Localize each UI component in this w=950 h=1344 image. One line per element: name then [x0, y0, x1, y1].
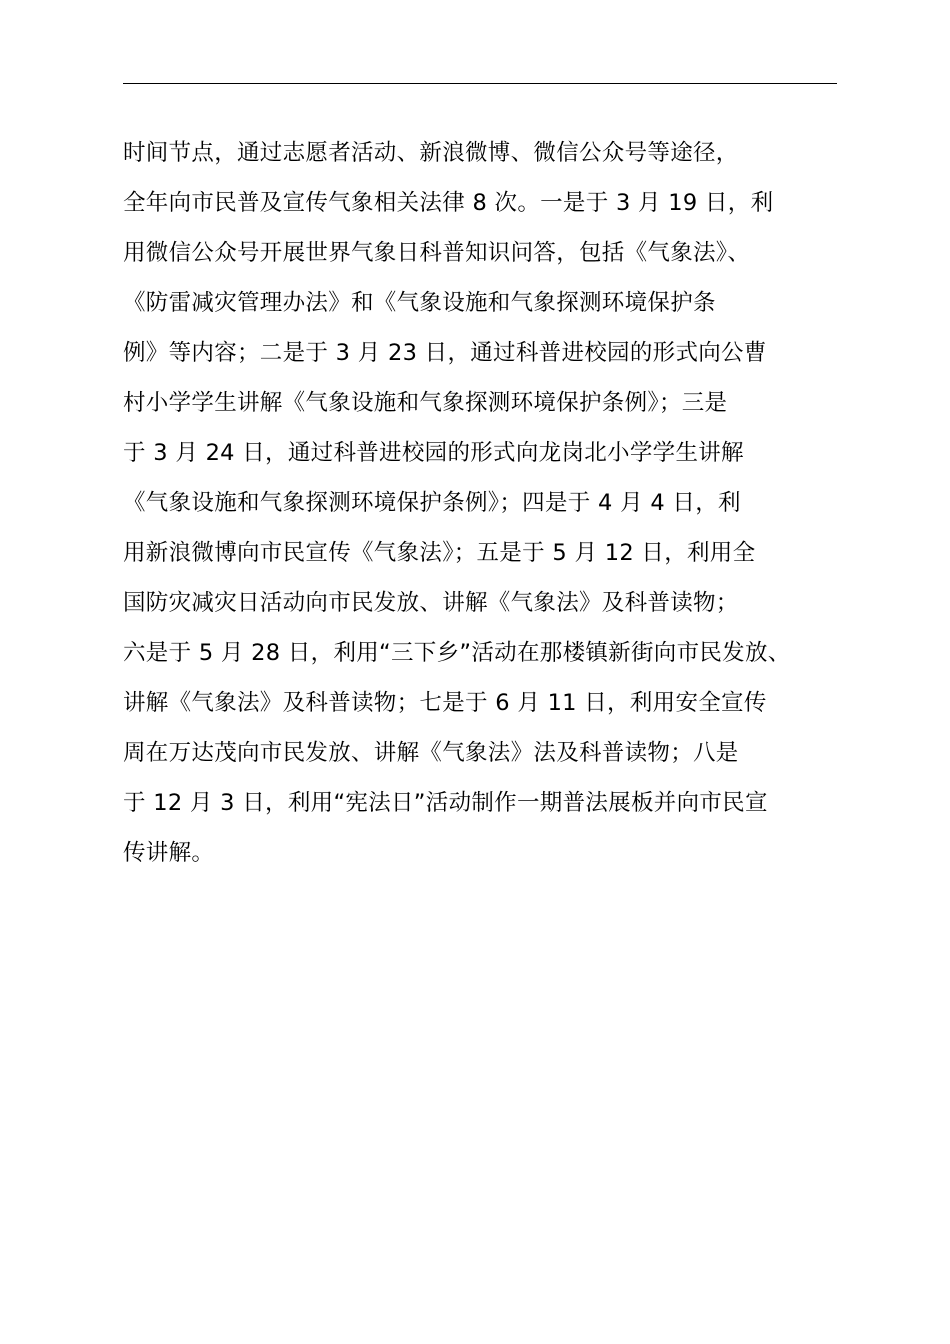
paragraph-line: 《防雷减灾管理办法》和《气象设施和气象探测环境保护条: [123, 290, 716, 316]
paragraph-line: 讲解《气象法》及科普读物；七是于 6 月 11 日，利用安全宣传: [123, 690, 767, 716]
paragraph-line: 时间节点，通过志愿者活动、新浪微博、微信公众号等途径，: [123, 140, 739, 166]
paragraph-line: 《气象设施和气象探测环境保护条例》；四是于 4 月 4 日，利: [123, 490, 741, 516]
paragraph-line: 六是于 5 月 28 日，利用“三下乡”活动在那楼镇新街向市民发放、: [123, 640, 791, 666]
paragraph-line: 用微信公众号开展世界气象日科普知识问答，包括《气象法》、: [123, 240, 751, 266]
paragraph-line: 村小学学生讲解《气象设施和气象探测环境保护条例》；三是: [123, 390, 728, 416]
paragraph-line: 于 12 月 3 日，利用“宪法日”活动制作一期普法展板并向市民宣: [123, 790, 768, 816]
paragraph-line: 例》等内容；二是于 3 月 23 日，通过科普进校园的形式向公曹: [123, 340, 767, 366]
paragraph-line: 于 3 月 24 日，通过科普进校园的形式向龙岗北小学学生讲解: [123, 440, 744, 466]
body-paragraph: [123, 128, 863, 878]
header-rule: [123, 83, 837, 84]
paragraph-line: 传讲解。: [123, 840, 215, 866]
paragraph-line: 周在万达茂向市民发放、讲解《气象法》法及科普读物；八是: [123, 740, 739, 766]
paragraph-line: 国防灾减灾日活动向市民发放、讲解《气象法》及科普读物；: [123, 590, 739, 616]
paragraph-line: 用新浪微博向市民宣传《气象法》；五是于 5 月 12 日，利用全: [123, 540, 756, 566]
paragraph-line: 全年向市民普及宣传气象相关法律 8 次。一是于 3 月 19 日，利: [123, 190, 774, 216]
